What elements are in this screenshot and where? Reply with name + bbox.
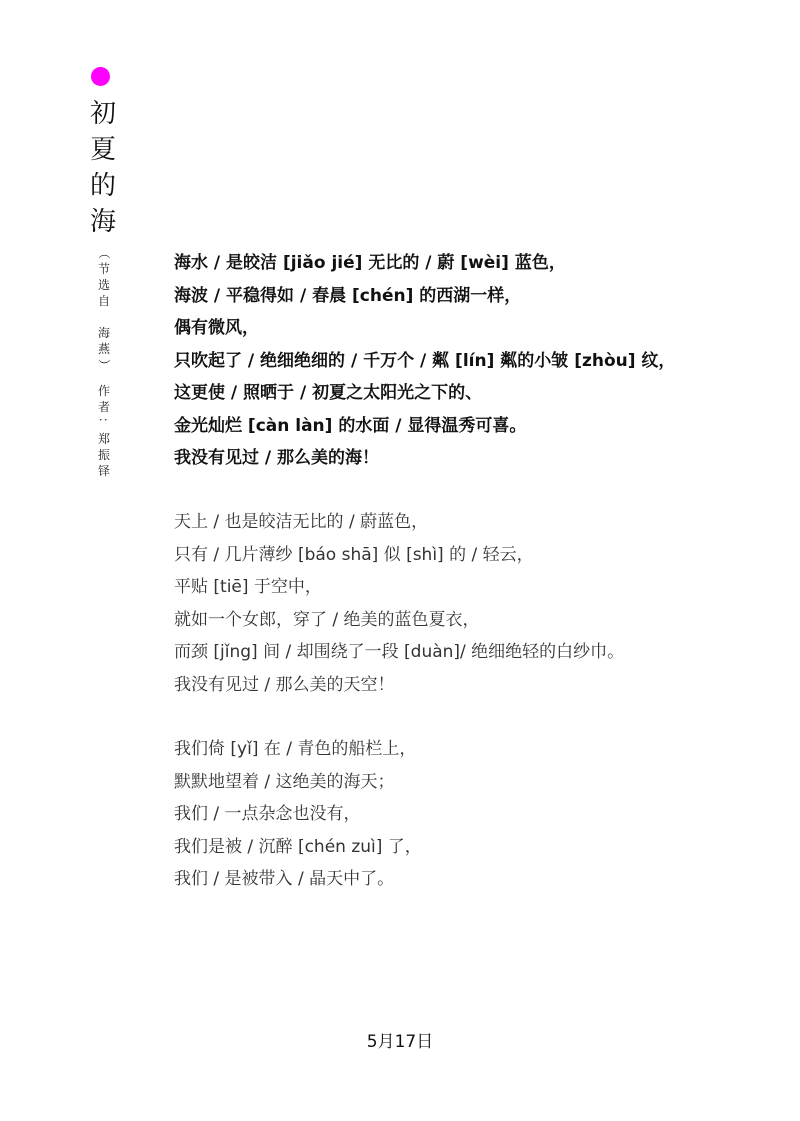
stanza-1 <box>174 247 774 475</box>
source-char: 自 <box>97 294 110 308</box>
author-char: ： <box>96 416 111 430</box>
poem-line: 金光灿烂 [càn làn] 的水面 / 显得温秀可喜。 <box>174 415 527 436</box>
author-char: 者 <box>97 400 110 414</box>
poem-line: 就如一个女郎，穿了 / 绝美的蓝色夏衣， <box>174 609 480 630</box>
poem-line: 平贴 [tiē] 于空中， <box>174 577 322 597</box>
poem-line: 而颈 [jǐng] 间 / 却围绕了一段 [duàn]/ 绝细绝轻的白纱巾。 <box>174 642 625 662</box>
poem-line: 只吹起了 / 绝细绝细的 / 千万个 / 粼 [lín] 粼的小皱 [zhòu] 纹， <box>174 350 676 371</box>
source-char: 节 <box>97 262 110 276</box>
stanza-2 <box>174 506 774 701</box>
title-char: 夏 <box>89 135 116 165</box>
poem-line: 我们倚 [yǐ] 在 / 青色的船栏上， <box>174 739 417 759</box>
poem-line: 我们 / 是被带入 / 晶天中了。 <box>174 869 395 889</box>
poem-line: 这更使 / 照晒于 / 初夏之太阳光之下的、 <box>174 383 483 403</box>
poem-line: 我没有见过 / 那么美的海！ <box>174 448 380 468</box>
poem-line: 我们是被 / 沉醉 [chén zuì] 了， <box>174 836 422 857</box>
date-footer: 5月17日 <box>366 1032 434 1052</box>
source-and-author <box>96 245 112 479</box>
title-char: 初 <box>89 99 116 129</box>
author-char: 作 <box>97 384 110 398</box>
page-title <box>86 96 120 240</box>
poem-line: 偶有微风， <box>174 318 259 338</box>
poem-line: 我们 / 一点杂念也没有， <box>174 804 361 824</box>
title-char: 海 <box>89 207 116 237</box>
source-char: 海 <box>97 326 110 340</box>
source-char: 选 <box>97 278 110 292</box>
poem-line: 海波 / 平稳得如 / 春晨 [chén] 的西湖一样， <box>174 285 522 306</box>
author-char: 郑 <box>97 432 110 446</box>
poem-line: 默默地望着 / 这绝美的海天； <box>174 771 395 792</box>
author-char: 铎 <box>97 464 110 478</box>
poem-line: 只有 / 几片薄纱 [báo shā] 似 [shì] 的 / 轻云， <box>174 544 534 565</box>
poem-line: 天上 / 也是皎洁无比的 / 蔚蓝色， <box>174 512 429 532</box>
poem-line: 我没有见过 / 那么美的天空！ <box>174 674 395 695</box>
stanza-3 <box>174 733 774 896</box>
title-char: 的 <box>89 171 116 201</box>
source-char: （ <box>96 246 111 260</box>
source-char: ） <box>96 358 111 372</box>
author-char: 振 <box>97 448 110 462</box>
poem-line: 海水 / 是皎洁 [jiǎo jié] 无比的 / 蔚 [wèi] 蓝色， <box>174 253 566 273</box>
source-char: 燕 <box>97 342 110 356</box>
accent-dot <box>91 67 110 86</box>
